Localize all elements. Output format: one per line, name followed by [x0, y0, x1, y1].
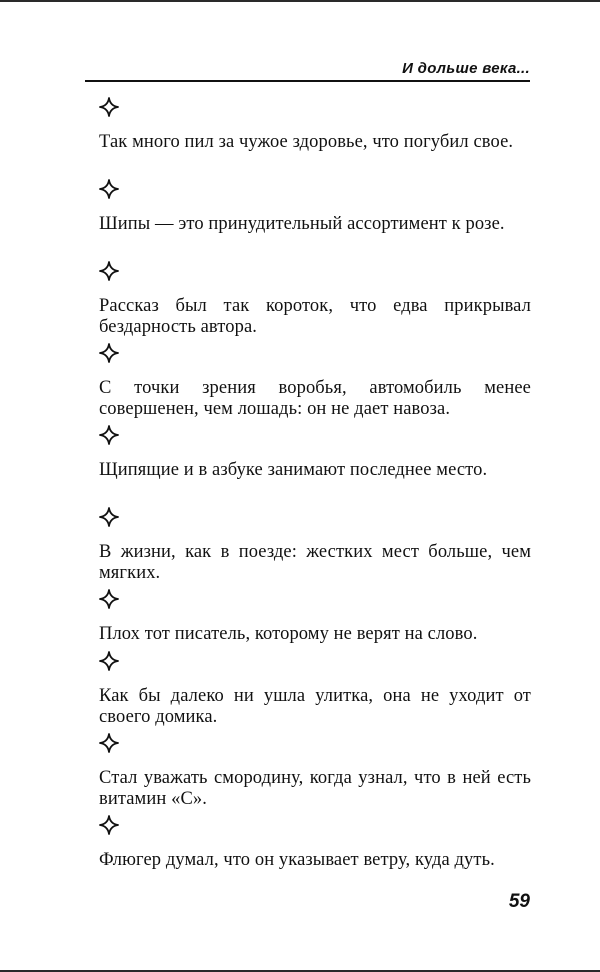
four-point-star-icon: [99, 733, 119, 753]
aphorism-text: Щипящие и в азбуке занимают последнее место.: [99, 460, 488, 480]
running-head-title: И дольше века...: [402, 60, 530, 77]
four-point-star-icon: [99, 815, 119, 835]
page-top-edge: [0, 0, 600, 2]
four-point-star-icon: [99, 425, 119, 445]
four-point-star-icon: [99, 651, 119, 671]
four-point-star-icon: [99, 179, 119, 199]
four-point-star-icon: [99, 507, 119, 527]
aphorism-text: Стал уважать смородину, когда узнал, что в ней есть витамин «С».: [99, 768, 531, 809]
aphorism-text: Рассказ был так короток, что едва прикрывал бездарность автора.: [99, 296, 531, 337]
four-point-star-icon: [99, 589, 119, 609]
four-point-star-icon: [99, 343, 119, 363]
running-head: [85, 60, 530, 82]
page-number: 59: [508, 891, 530, 912]
four-point-star-icon: [99, 97, 119, 117]
aphorism-text: Плох тот писатель, которому не верят на слово.: [99, 624, 478, 644]
aphorism-text: Шипы — это принудительный ассортимент к розе.: [99, 214, 505, 234]
aphorism-text: В жизни, как в поезде: жестких мест больше, чем мягких.: [99, 542, 531, 583]
aphorism-text: Флюгер думал, что он указывает ветру, куда дуть.: [99, 850, 495, 870]
four-point-star-icon: [99, 261, 119, 281]
aphorism-text: С точки зрения воробья, автомобиль менее совершенен, чем лошадь: он не дает навоза.: [99, 378, 531, 419]
aphorism-text: Так много пил за чужое здоровье, что погубил свое.: [99, 132, 514, 152]
aphorism-text: Как бы далеко ни ушла улитка, она не уходит от своего домика.: [99, 686, 531, 727]
